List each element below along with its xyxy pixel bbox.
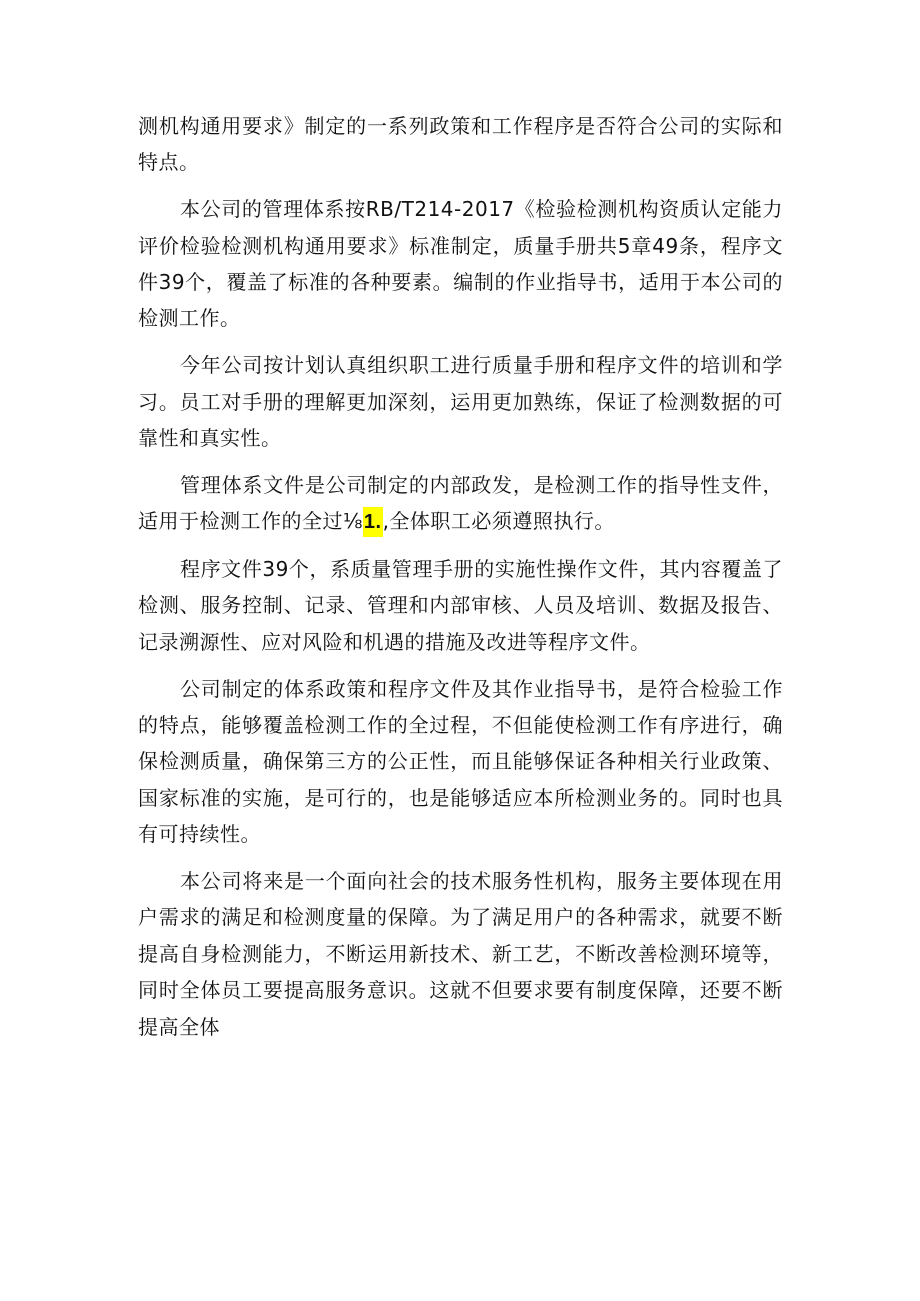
paragraph-training: 今年公司按计划认真组织职工进行质量手册和程序文件的培训和学习。员工对手册的理解更加深刻，运用更加熟练，保证了检测数据的可靠性和真实性。 (138, 353, 783, 451)
paragraph-continuation: 测机构通用要求》制定的一系列政策和工作程序是否符合公司的实际和特点。 (138, 114, 783, 175)
document-body (138, 108, 783, 1055)
paragraph-text-before: 管理体系文件是公司制定的内部政发，是检测工作的指导性支件，适用于检测工作的全过⅛ (138, 472, 783, 534)
paragraph-service-future: 本公司将来是一个面向社会的技术服务性机构，服务主要体现在用户需求的满足和检测度量的保障。为了满足用户的各种需求，就要不断提高自身检测能力，不断运用新技术、新工艺，不断改善检测环境等，同时全体员工要提高服务意识。这就不但要求要有制度保障，还要不断提高全体 (138, 869, 783, 1039)
paragraph-procedure-files: 程序文件39个，系质量管理手册的实施性操作文件，其内容覆盖了检测、服务控制、记录、管理和内部审核、人员及培训、数据及报告、记录溯源性、应对风险和机遇的措施及改进等程序文件。 (138, 557, 783, 654)
paragraph-management-system: 本公司的管理体系按RB/T214-2017《检验检测机构资质认定能力评价检验检测机构通用要求》标准制定，质量手册共5章49条，程序文件39个，覆盖了标准的各种要素。编制的作业指导书，适用于本公司的检测工作。 (138, 197, 783, 331)
highlighted-text: 1. (363, 507, 383, 537)
paragraph-text-after: ,全体职工必须遵照执行。 (382, 509, 615, 534)
paragraph-system-documents (138, 467, 783, 541)
paragraph-policy-feasibility: 公司制定的体系政策和程序文件及其作业指导书，是符合检验工作的特点，能够覆盖检测工作的全过程，不但能使检测工作有序进行，确保检测质量，确保第三方的公正性，而且能够保证各种相关行业政策、国家标准的实施，是可行的，也是能够适应本所检测业务的。同时也具有可持续性。 (138, 676, 783, 847)
